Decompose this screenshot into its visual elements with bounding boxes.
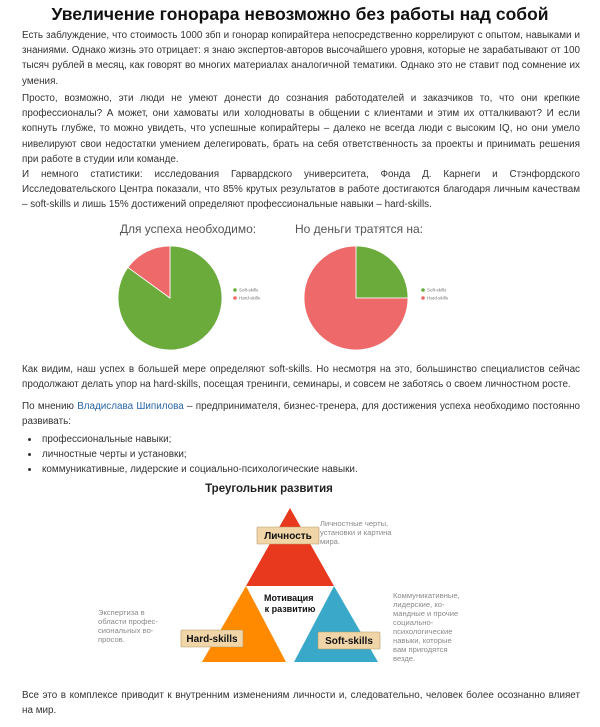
pie-legend [233,288,261,301]
motivation-label: Мотивация к развитию [264,593,316,614]
skills-list [22,432,580,478]
list-item: • коммуникативные, лидерские и социально-психологические навыки. [40,462,580,477]
author-link[interactable]: Владислава Шипилова [77,401,184,412]
legend-swatch [421,288,425,292]
pie-legend [421,288,449,301]
list-item: • профессиональные навыки; [40,432,580,447]
legend-label: Soft-skills [427,287,447,293]
legend-label: Soft-skills [239,287,259,293]
pie-slices [118,246,222,350]
legend-swatch [233,296,237,300]
legend-label: Hard-skills [239,295,261,301]
development-triangle-diagram [80,478,520,683]
paragraph-2: Просто, возможно, эти люди не умеют донести до сознания работодателей и заказчиков то, что они крепкие профессионалы? А может, они хамоваты или холодноваты в общении с клиентами и этим их отталкивают? И если копнуть глубже, то можно увидеть, что успешные копирайтеры – далеко не всегда люди с высоким IQ, но они умело нивелируют свои недостатки умением делегировать, брать на себя ответственность за проекты и принимать решения при работе в студии или команде. [22,93,580,165]
soft-skills-label: Soft-skills [325,636,373,647]
pie-slice-soft-skills [356,246,408,298]
paragraph-5 [22,399,580,429]
paragraph-6: Все это в комплексе приводит к внутренним изменениям личности и, следовательно, человек более осознанно влияет на мир. [22,690,580,717]
paragraph-4: Как видим, наш успех в большей мере определяют soft-skills. Но несмотря на это, большинство специалистов сейчас продолжают делать упор на hard-skills, посещая тренинги, семинары, и совсем не заботясь о своем личностном росте. [22,364,580,391]
article-title: Увеличение гонорара невозможно без работы над собой [51,4,549,24]
paragraph-5-start: По мнению [22,401,78,412]
soft-skills-note: Коммуникативные, лидерские, ко- мандные и прочие социально- психологические навыки, которые вам пригодятся везде. [393,591,460,663]
paragraph-1: Есть заблуждение, что стоимость 1000 збп и гонорар копирайтера непосредственно коррелируют с опытом, навыками и знаниями. Однако жизнь это отрицает: я знаю экспертов-авторов высочайшего уровня, которые не зарабатывают от 100 тысяч рублей в месяц, как говорят во многих материалах аналогичной тематики. Однако это не ставит под сомнение их умения. [22,30,580,87]
pie-chart-success [108,218,288,358]
paragraph-5-end: – предпринимателя, бизнес-тренера, для достижения успеха необходимо постоянно развивать: [22,401,581,428]
legend-label: Hard-skills [427,295,449,301]
hard-skills-label: Hard-skills [186,634,238,645]
pie-chart-title: Для успеха необходимо: [119,222,257,236]
personality-label: Личность [264,531,312,542]
personality-note: Личностные черты, установки и картина мира. [320,519,392,546]
legend-swatch [233,288,237,292]
paragraph-3: И немного статистики: исследования Гарвардского университета, Фонда Д. Карнеги и Стэнфордского Исследовательского Центра показали, что 85% крутых результатов в работе достигаются благодаря личным качествам – soft-skills и лишь 15% достижений определяют профессиональные навыки – hard-skills. [22,169,580,211]
pie-chart-spending [296,218,476,358]
legend-swatch [421,296,425,300]
list-item: • личностные черты и установки; [40,447,580,462]
diagram-title: Треугольник развития [205,483,333,495]
hard-skills-note: Экспертиза в области профес- сиональных во- просов. [98,608,158,644]
pie-chart-title: Но деньги тратятся на: [294,222,424,236]
pie-slices [304,246,408,350]
